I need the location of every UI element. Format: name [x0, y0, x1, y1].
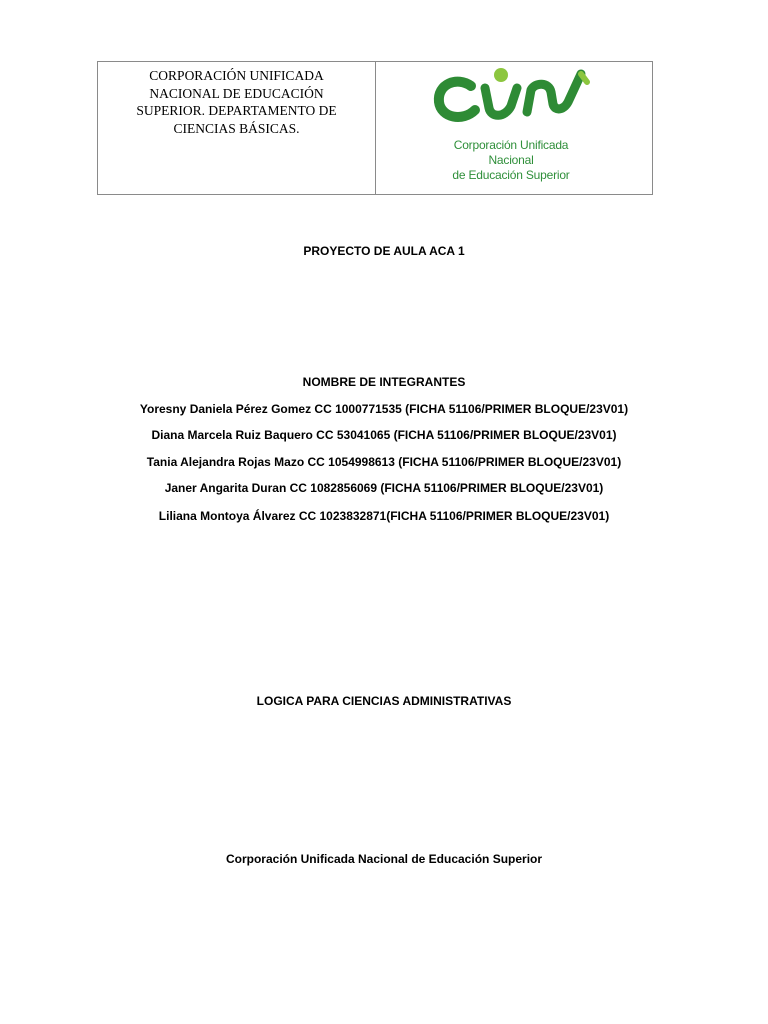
members-heading: NOMBRE DE INTEGRANTES — [302, 375, 466, 389]
member-line: Liliana Montoya Álvarez CC 1023832871(FICHA 51106/PRIMER BLOQUE/23V01) — [158, 509, 610, 523]
cun-logo-icon — [431, 66, 591, 126]
member-line: Yoresny Daniela Pérez Gomez CC 1000771535 (FICHA 51106/PRIMER BLOQUE/23V01) — [139, 402, 629, 416]
institution-line: CIENCIAS BÁSICAS. — [173, 120, 300, 136]
institution-footer: Corporación Unificada Nacional de Educación Superior — [225, 852, 543, 866]
member-line: Janer Angarita Duran CC 1082856069 (FICHA 51106/PRIMER BLOQUE/23V01) — [164, 481, 604, 495]
member-line: Diana Marcela Ruiz Baquero CC 53041065 (FICHA 51106/PRIMER BLOQUE/23V01) — [151, 428, 617, 442]
project-title: PROYECTO DE AULA ACA 1 — [303, 244, 465, 258]
logo-cell — [376, 62, 652, 194]
logo-caption-line: Corporación Unificada Nacional — [453, 138, 569, 167]
logo-caption-line: de Educación Superior — [452, 168, 570, 182]
header-table — [97, 61, 653, 195]
institution-line: CORPORACIÓN UNIFICADA — [149, 68, 324, 83]
institution-line: SUPERIOR. DEPARTAMENTO DE — [136, 103, 337, 118]
course-title: LOGICA PARA CIENCIAS ADMINISTRATIVAS — [256, 694, 512, 708]
institution-line: NACIONAL DE EDUCACIÓN — [149, 85, 324, 101]
member-line: Tania Alejandra Rojas Mazo CC 1054998613 (FICHA 51106/PRIMER BLOQUE/23V01) — [146, 455, 622, 469]
logo-caption — [431, 138, 591, 183]
institution-name — [98, 62, 376, 194]
